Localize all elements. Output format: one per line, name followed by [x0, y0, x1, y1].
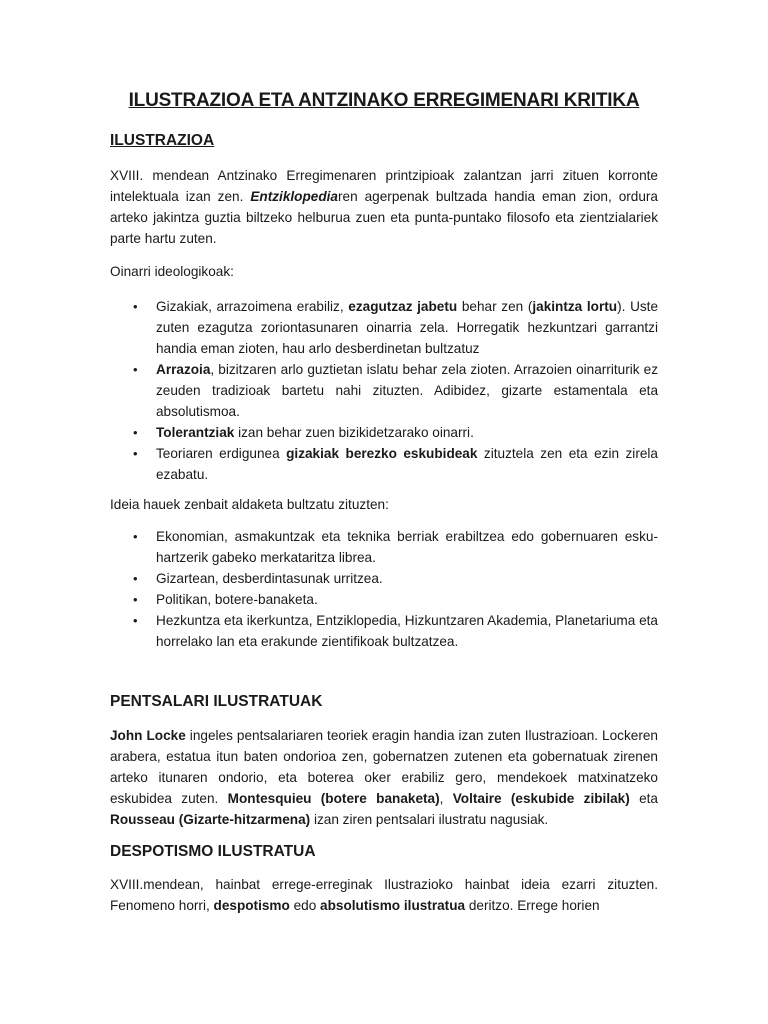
list-item [133, 359, 658, 422]
text-run: ). Uste zuten ezagutza zoriontasunaren oinarria zela. Horregatik hezkuntzari garrantzi handia eman zioten, hau arlo desberdinetan bultzatuz [156, 299, 659, 356]
ideological-foundations-list [110, 296, 658, 485]
bullet-icon: • [133, 613, 138, 628]
text-run: deritzo. Errege horien [465, 898, 600, 913]
text-run: edo [289, 898, 321, 913]
despotismo-paragraph [110, 874, 658, 916]
text-run: Teoriaren erdigunea [156, 446, 287, 461]
emphasized-text: absolutismo ilustratua [320, 898, 466, 913]
emphasized-text: Montesquieu (botere banaketa) [227, 791, 440, 806]
changes-lead: Ideia hauek zenbait aldaketa bultzatu zituzten: [110, 497, 389, 512]
text-run: , [439, 791, 453, 806]
document-title: ILUSTRAZIOA ETA ANTZINAKO ERREGIMENARI KRITIKA [128, 90, 640, 111]
emphasized-text: John Locke [110, 728, 186, 743]
emphasized-text: Arrazoia [156, 362, 211, 377]
text-run: behar zen ( [457, 299, 533, 314]
emphasized-text: Rousseau (Gizarte-hitzarmena) [110, 812, 311, 827]
text-run: izan behar zuen bizikidetzarako oinarri. [234, 425, 474, 440]
text-run: Gizartean, desberdintasunak urritzea. [156, 571, 383, 586]
emphasized-text: Voltaire (eskubide zibilak) [452, 791, 630, 806]
text-run: ingeles pentsalariaren teoriek eragin handia izan zuten Ilustrazioan. Lockeren arabera, estatua itun baten ondorioa zen, gobernatzen zutenen eta gobernatuak zirenen arteko itunaren ondorio, eta boterea oker erabiliz gero, mendekoek matxinatzeko eskubidea zuten. [110, 728, 658, 806]
text-run: eta [629, 791, 658, 806]
emphasized-text: Tolerantziak [156, 425, 235, 440]
text-run: Hezkuntza eta ikerkuntza, Entziklopedia, Hizkuntzaren Akademia, Planetariuma eta horrelako lan eta erakunde zientifikoak bultzatzea. [156, 613, 658, 649]
bullet-icon: • [133, 362, 138, 377]
text-run: izan ziren pentsalari ilustratu nagusiak. [310, 812, 549, 827]
changes-list [110, 526, 658, 652]
list-item [133, 568, 658, 589]
text-run: ren agerpenak bultzada handia eman zion, ordura arteko jakintza guztia biltzeko helburua zuen eta punta-puntako filosofo eta zientzialariek parte hartu zuten. [110, 189, 658, 246]
bullet-icon: • [133, 446, 138, 461]
ideological-foundations-lead: Oinarri ideologikoak: [110, 264, 234, 279]
text-run: Politikan, botere-banaketa. [156, 592, 318, 607]
text-run: XVIII. mendean Antzinako Erregimenaren printzipioak zalantzan jarri zituen korronte intelektuala izan zen. [110, 168, 658, 204]
emphasized-text: despotismo [213, 898, 290, 913]
text-run: Ekonomian, asmakuntzak eta teknika berriak erabiltzea edo gobernuaren esku-hartzerik gabeko merkataritza librea. [156, 529, 658, 565]
emphasized-text: ezagutzaz jabetu [348, 299, 458, 314]
section-heading-despotismo: DESPOTISMO ILUSTRATUA [110, 843, 316, 860]
text-run: XVIII.mendean, hainbat errege-erreginak Ilustrazioko hainbat ideia ezarri zituzten. Fenomeno horri, [110, 877, 658, 913]
intro-paragraph [110, 165, 658, 249]
emphasized-text: jakintza lortu [532, 299, 618, 314]
bullet-icon: • [133, 299, 138, 314]
emphasized-text: Entziklopedia [250, 189, 338, 204]
list-item [133, 443, 658, 485]
list-item [133, 296, 659, 359]
bullet-icon: • [133, 592, 138, 607]
list-item [133, 610, 658, 652]
list-item [133, 526, 658, 568]
list-item [133, 422, 658, 443]
bullet-icon: • [133, 425, 138, 440]
section-heading-pentsalari: PENTSALARI ILUSTRATUAK [110, 693, 323, 710]
section-heading-ilustrazioa: ILUSTRAZIOA [110, 132, 215, 149]
text-run: zituztela zen eta ezin zirela ezabatu. [156, 446, 658, 482]
list-item [133, 589, 658, 610]
bullet-icon: • [133, 571, 138, 586]
emphasized-text: gizakiak berezko eskubideak [286, 446, 478, 461]
text-run: Gizakiak, arrazoimena erabiliz, [156, 299, 349, 314]
pentsalari-paragraph [110, 725, 658, 830]
text-run: , bizitzaren arlo guztietan islatu behar zela zioten. Arrazoien oinarriturik ez zeuden tradizioak bartetu nahi zituzten. Adibidez, gizarte estamentala eta absolutismoa. [156, 362, 658, 419]
bullet-icon: • [133, 529, 138, 544]
